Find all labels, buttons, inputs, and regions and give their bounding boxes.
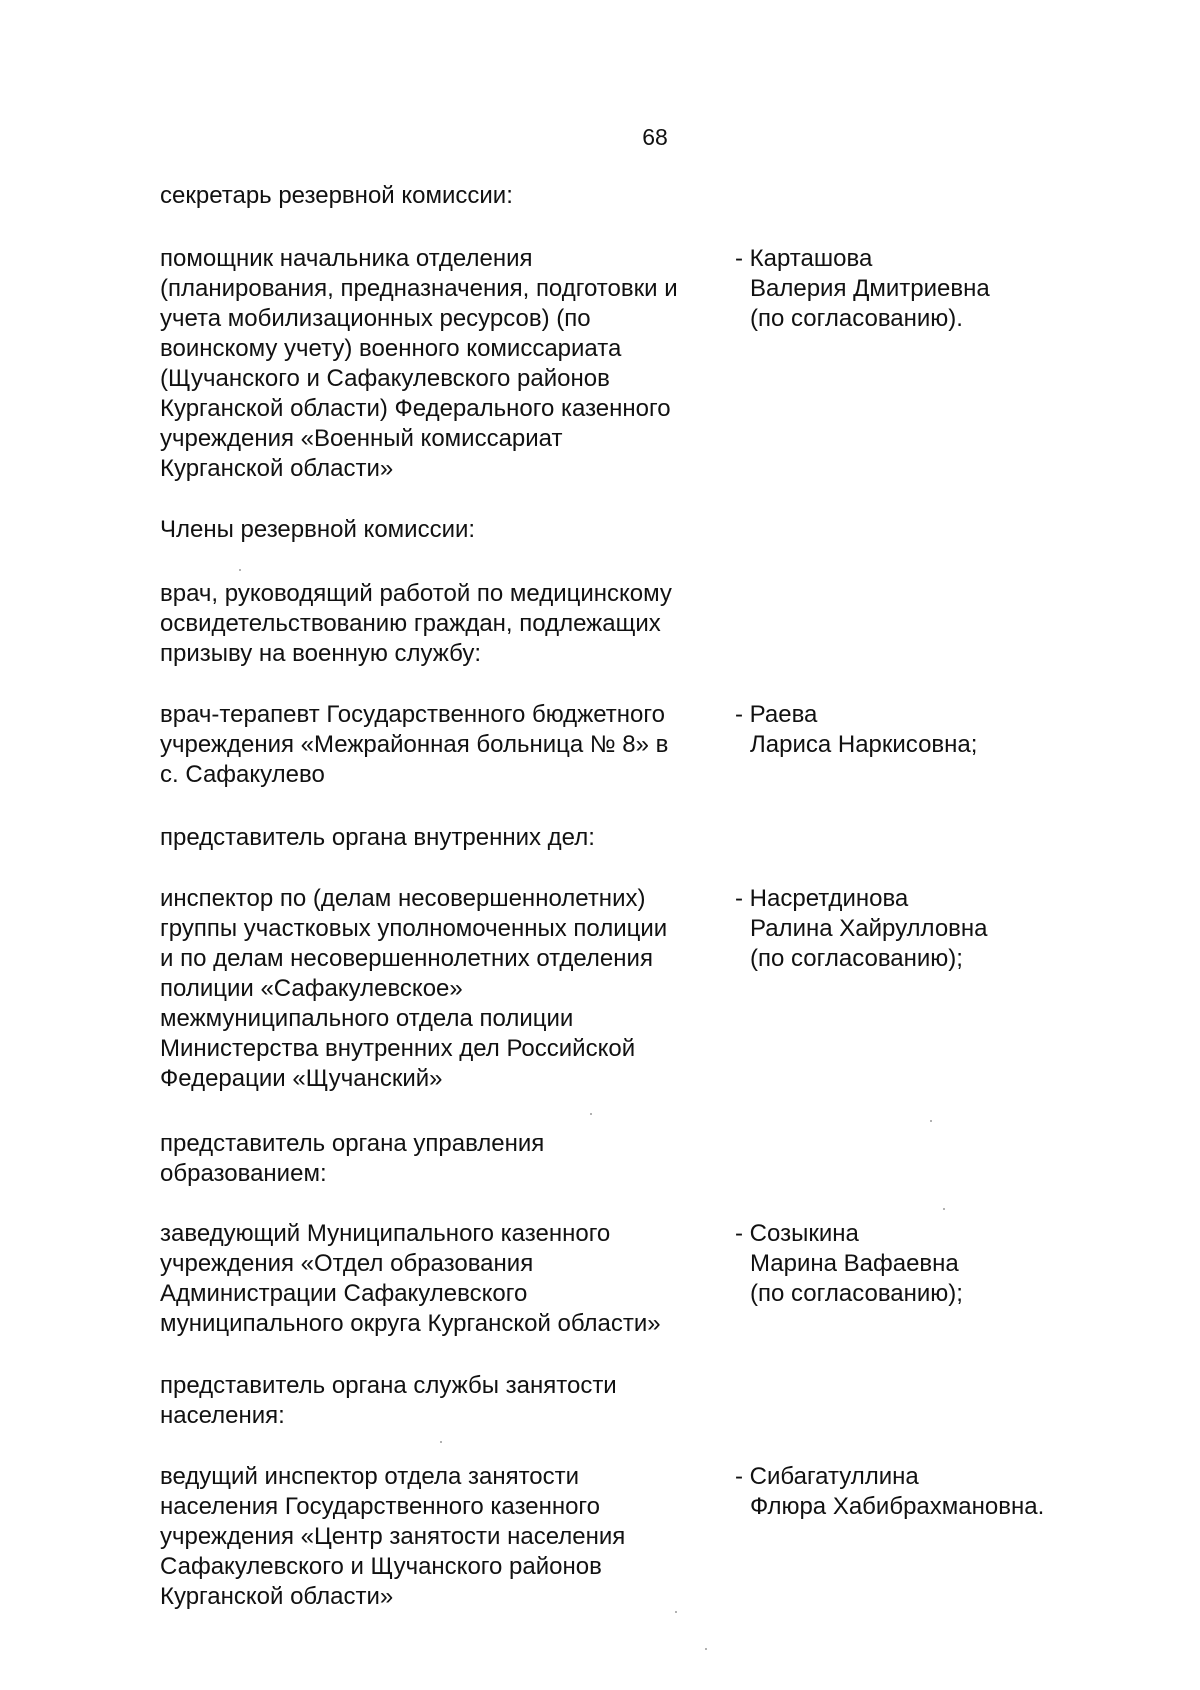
person-name-line: - Сибагатуллина [735, 1463, 919, 1490]
text-line: призыву на военную службу: [160, 640, 481, 667]
person-name-line: (по согласованию). [750, 305, 963, 332]
text-line: Курганской области» [160, 1583, 394, 1610]
person-name-line: Валерия Дмитриевна [750, 275, 990, 302]
text-line: и по делам несовершеннолетних отделения [160, 945, 653, 972]
person-name-line: Лариса Наркисовна; [750, 731, 978, 758]
text-line: помощник начальника отделения [160, 245, 533, 272]
page-number: 68 [642, 124, 668, 150]
person-name-line: - Насретдинова [735, 885, 909, 912]
text-line: учреждения «Военный комиссариат [160, 425, 563, 452]
text-line: населения: [160, 1402, 285, 1429]
person-name-line: Флюра Хабибрахмановна. [750, 1493, 1045, 1520]
person-name-line: (по согласованию); [750, 1280, 963, 1307]
text-line: муниципального округа Курганской области» [160, 1310, 661, 1337]
text-line: образованием: [160, 1160, 327, 1187]
text-line: ведущий инспектор отдела занятости [160, 1463, 580, 1490]
text-line: учреждения «Отдел образования [160, 1250, 534, 1277]
text-line: заведующий Муниципального казенного [160, 1220, 611, 1247]
person-name-line: Марина Вафаевна [750, 1250, 959, 1277]
text-line: Сафакулевского и Щучанского районов [160, 1553, 602, 1580]
section-heading-members: Члены резервной комиссии: [160, 516, 476, 543]
text-line: представитель органа управления [160, 1130, 545, 1157]
text-line: межмуниципального отдела полиции [160, 1005, 574, 1032]
scan-speck [590, 1113, 592, 1115]
scan-speck [943, 1208, 945, 1210]
text-line: полиции «Сафакулевское» [160, 975, 463, 1002]
scan-speck [930, 1120, 932, 1122]
text-line: воинскому учету) военного комиссариата [160, 335, 622, 362]
text-line: Курганской области» [160, 455, 394, 482]
internal-affairs-heading: представитель органа внутренних дел: [160, 824, 595, 851]
person-name-line: - Карташова [735, 245, 873, 272]
text-line: освидетельствованию граждан, подлежащих [160, 610, 661, 637]
text-line: Министерства внутренних дел Российской [160, 1035, 636, 1062]
text-line: представитель органа службы занятости [160, 1372, 617, 1399]
person-name-line: - Созыкина [735, 1220, 859, 1247]
text-line: учета мобилизационных ресурсов) (по [160, 305, 591, 332]
person-name-line: (по согласованию); [750, 945, 963, 972]
text-line: (планирования, предназначения, подготовки и [160, 275, 678, 302]
text-line: врач-терапевт Государственного бюджетного [160, 701, 665, 728]
person-name-line: Ралина Хайрулловна [750, 915, 988, 942]
text-line: с. Сафакулево [160, 761, 325, 788]
text-line: Курганской области) Федерального казенного [160, 395, 671, 422]
text-line: Федерации «Щучанский» [160, 1065, 443, 1092]
text-line: Администрации Сафакулевского [160, 1280, 528, 1307]
scan-speck [705, 1648, 707, 1650]
scan-speck [440, 1441, 442, 1443]
scan-speck [675, 1611, 677, 1613]
text-line: (Щучанского и Сафакулевского районов [160, 365, 610, 392]
person-name-line: - Раева [735, 701, 818, 728]
text-line: учреждения «Центр занятости населения [160, 1523, 626, 1550]
text-line: учреждения «Межрайонная больница № 8» в [160, 731, 669, 758]
text-line: инспектор по (делам несовершеннолетних) [160, 885, 646, 912]
text-line: врач, руководящий работой по медицинскому [160, 580, 672, 607]
scan-speck [239, 569, 241, 571]
text-line: группы участковых уполномоченных полиции [160, 915, 668, 942]
section-heading-secretary: секретарь резервной комиссии: [160, 182, 513, 209]
text-line: населения Государственного казенного [160, 1493, 601, 1520]
